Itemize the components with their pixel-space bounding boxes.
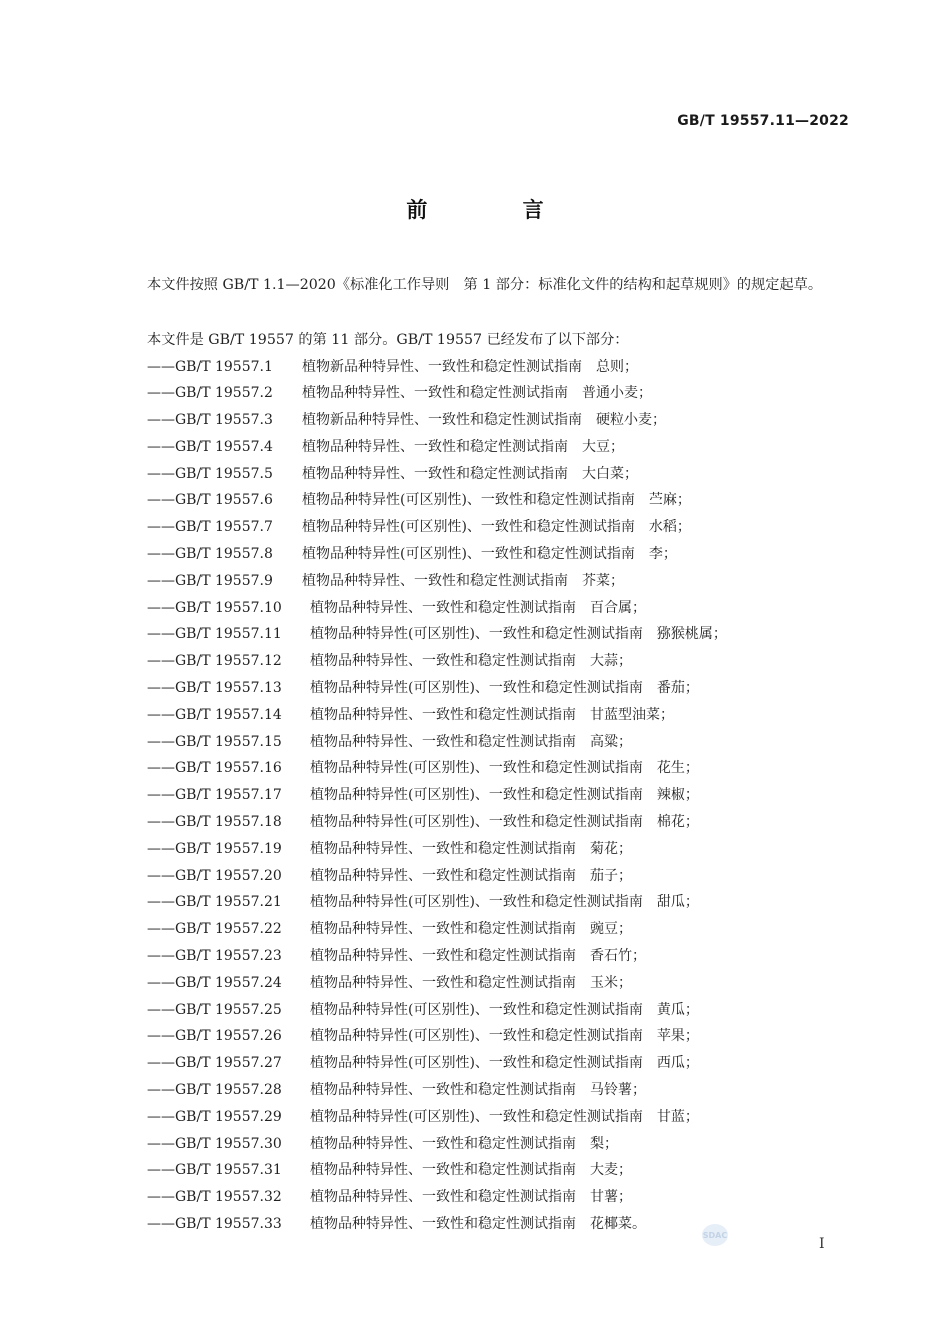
list-item [147,836,727,863]
standard-number: GB/T 19557.11—2022 [677,113,849,129]
part-code: ——GB/T 19557.24 [147,974,282,991]
part-title: 植物品种特异性、一致性和稳定性测试指南 花椰菜。 [310,1216,646,1232]
part-code: ——GB/T 19557.6 [147,492,273,509]
list-item [147,782,727,809]
part-code: ——GB/T 19557.4 [147,438,273,455]
part-title: 植物品种特异性(可区别性)、一致性和稳定性测试指南 辣椒； [310,787,699,804]
part-title: 植物品种特异性、一致性和稳定性测试指南 百合属； [310,599,646,616]
part-code: ——GB/T 19557.27 [147,1055,282,1072]
part-code: ——GB/T 19557.3 [147,412,273,429]
part-code: ——GB/T 19557.33 [147,1216,282,1232]
part-title: 植物品种特异性(可区别性)、一致性和稳定性测试指南 猕猴桃属； [310,626,727,643]
parts-list [147,354,727,1238]
list-item [147,863,727,890]
part-code: ——GB/T 19557.30 [147,1135,282,1152]
list-item [147,675,727,702]
part-title: 植物新品种特异性、一致性和稳定性测试指南 硬粒小麦； [302,412,666,429]
part-title: 植物品种特异性、一致性和稳定性测试指南 玉米； [310,974,632,991]
part-code: ——GB/T 19557.8 [147,546,273,563]
part-code: ——GB/T 19557.12 [147,653,282,670]
list-item [147,889,727,916]
list-item [147,648,727,675]
part-code: ——GB/T 19557.26 [147,1028,282,1045]
list-item [147,1184,727,1211]
list-item [147,487,727,514]
part-title: 植物品种特异性、一致性和稳定性测试指南 甘蓝型油菜； [310,706,674,723]
part-title: 植物品种特异性(可区别性)、一致性和稳定性测试指南 甘蓝； [310,1108,699,1125]
part-code: ——GB/T 19557.13 [147,680,282,697]
list-item [147,434,727,461]
part-code: ——GB/T 19557.19 [147,840,282,857]
part-title: 植物品种特异性、一致性和稳定性测试指南 大白菜； [302,465,638,482]
part-title: 植物品种特异性(可区别性)、一致性和稳定性测试指南 花生； [310,760,699,777]
part-code: ——GB/T 19557.15 [147,733,282,750]
parts-intro-paragraph: 本文件是 GB/T 19557 的第 11 部分。GB/T 19557 已经发布了以下部分： [147,332,629,348]
svg-text:SDAC: SDAC [702,1231,728,1240]
list-item [147,1104,727,1131]
part-title: 植物新品种特异性、一致性和稳定性测试指南 总则； [302,358,638,375]
part-title: 植物品种特异性、一致性和稳定性测试指南 梨； [310,1135,618,1152]
part-title: 植物品种特异性、一致性和稳定性测试指南 菊花； [310,840,632,857]
part-title: 植物品种特异性、一致性和稳定性测试指南 马铃薯； [310,1082,646,1099]
list-item [147,354,727,381]
part-code: ——GB/T 19557.10 [147,599,282,616]
list-item [147,1077,727,1104]
part-code: ——GB/T 19557.21 [147,894,282,911]
page-title: 前 言 [406,198,588,222]
sdac-watermark-logo [700,1222,730,1248]
list-item [147,809,727,836]
list-item [147,595,727,622]
part-code: ——GB/T 19557.5 [147,465,273,482]
part-title: 植物品种特异性(可区别性)、一致性和稳定性测试指南 西瓜； [310,1055,699,1072]
part-title: 植物品种特异性(可区别性)、一致性和稳定性测试指南 苎麻； [302,492,691,509]
part-title: 植物品种特异性、一致性和稳定性测试指南 甘薯； [310,1189,632,1206]
list-item [147,514,727,541]
part-title: 植物品种特异性、一致性和稳定性测试指南 芥菜； [302,572,624,589]
list-item [147,621,727,648]
part-title: 植物品种特异性(可区别性)、一致性和稳定性测试指南 番茄； [310,680,699,697]
part-code: ——GB/T 19557.1 [147,358,273,375]
part-title: 植物品种特异性、一致性和稳定性测试指南 大蒜； [310,653,632,670]
part-code: ——GB/T 19557.17 [147,787,282,804]
part-title: 植物品种特异性、一致性和稳定性测试指南 大麦； [310,1162,632,1179]
part-code: ——GB/T 19557.2 [147,385,273,402]
list-item [147,943,727,970]
list-item [147,702,727,729]
part-title: 植物品种特异性、一致性和稳定性测试指南 豌豆； [310,921,632,938]
part-title: 植物品种特异性(可区别性)、一致性和稳定性测试指南 水稻； [302,519,691,536]
part-code: ——GB/T 19557.14 [147,706,282,723]
part-code: ——GB/T 19557.22 [147,921,282,938]
list-item [147,916,727,943]
part-code: ——GB/T 19557.16 [147,760,282,777]
part-code: ——GB/T 19557.11 [147,626,282,643]
part-code: ——GB/T 19557.20 [147,867,282,884]
part-title: 植物品种特异性(可区别性)、一致性和稳定性测试指南 棉花； [310,814,699,831]
part-title: 植物品种特异性、一致性和稳定性测试指南 高粱； [310,733,632,750]
part-code: ——GB/T 19557.25 [147,1001,282,1018]
part-code: ——GB/T 19557.9 [147,572,273,589]
part-code: ——GB/T 19557.32 [147,1189,282,1206]
part-code: ——GB/T 19557.23 [147,948,282,965]
list-item [147,1131,727,1158]
part-code: ——GB/T 19557.18 [147,814,282,831]
part-code: ——GB/T 19557.28 [147,1082,282,1099]
part-title: 植物品种特异性(可区别性)、一致性和稳定性测试指南 甜瓜； [310,894,699,911]
list-item [147,1050,727,1077]
list-item [147,407,727,434]
list-item [147,729,727,756]
part-title: 植物品种特异性、一致性和稳定性测试指南 普通小麦； [302,385,652,402]
list-item [147,541,727,568]
list-item [147,1023,727,1050]
list-item [147,568,727,595]
part-title: 植物品种特异性(可区别性)、一致性和稳定性测试指南 苹果； [310,1028,699,1045]
part-title: 植物品种特异性(可区别性)、一致性和稳定性测试指南 李； [302,546,677,563]
list-item [147,970,727,997]
drafting-rule-paragraph: 本文件按照 GB/T 1.1—2020《标准化工作导则 第 1 部分：标准化文件的结构和起草规则》的规定起草。 [147,277,823,293]
part-code: ——GB/T 19557.29 [147,1108,282,1125]
list-item [147,1157,727,1184]
part-title: 植物品种特异性(可区别性)、一致性和稳定性测试指南 黄瓜； [310,1001,699,1018]
list-item [147,380,727,407]
list-item [147,755,727,782]
list-item [147,997,727,1024]
part-code: ——GB/T 19557.31 [147,1162,282,1179]
part-title: 植物品种特异性、一致性和稳定性测试指南 香石竹； [310,948,646,965]
list-item [147,461,727,488]
part-title: 植物品种特异性、一致性和稳定性测试指南 大豆； [302,438,624,455]
part-title: 植物品种特异性、一致性和稳定性测试指南 茄子； [310,867,632,884]
page-number: I [819,1236,825,1252]
part-code: ——GB/T 19557.7 [147,519,273,536]
list-item [147,1211,727,1238]
